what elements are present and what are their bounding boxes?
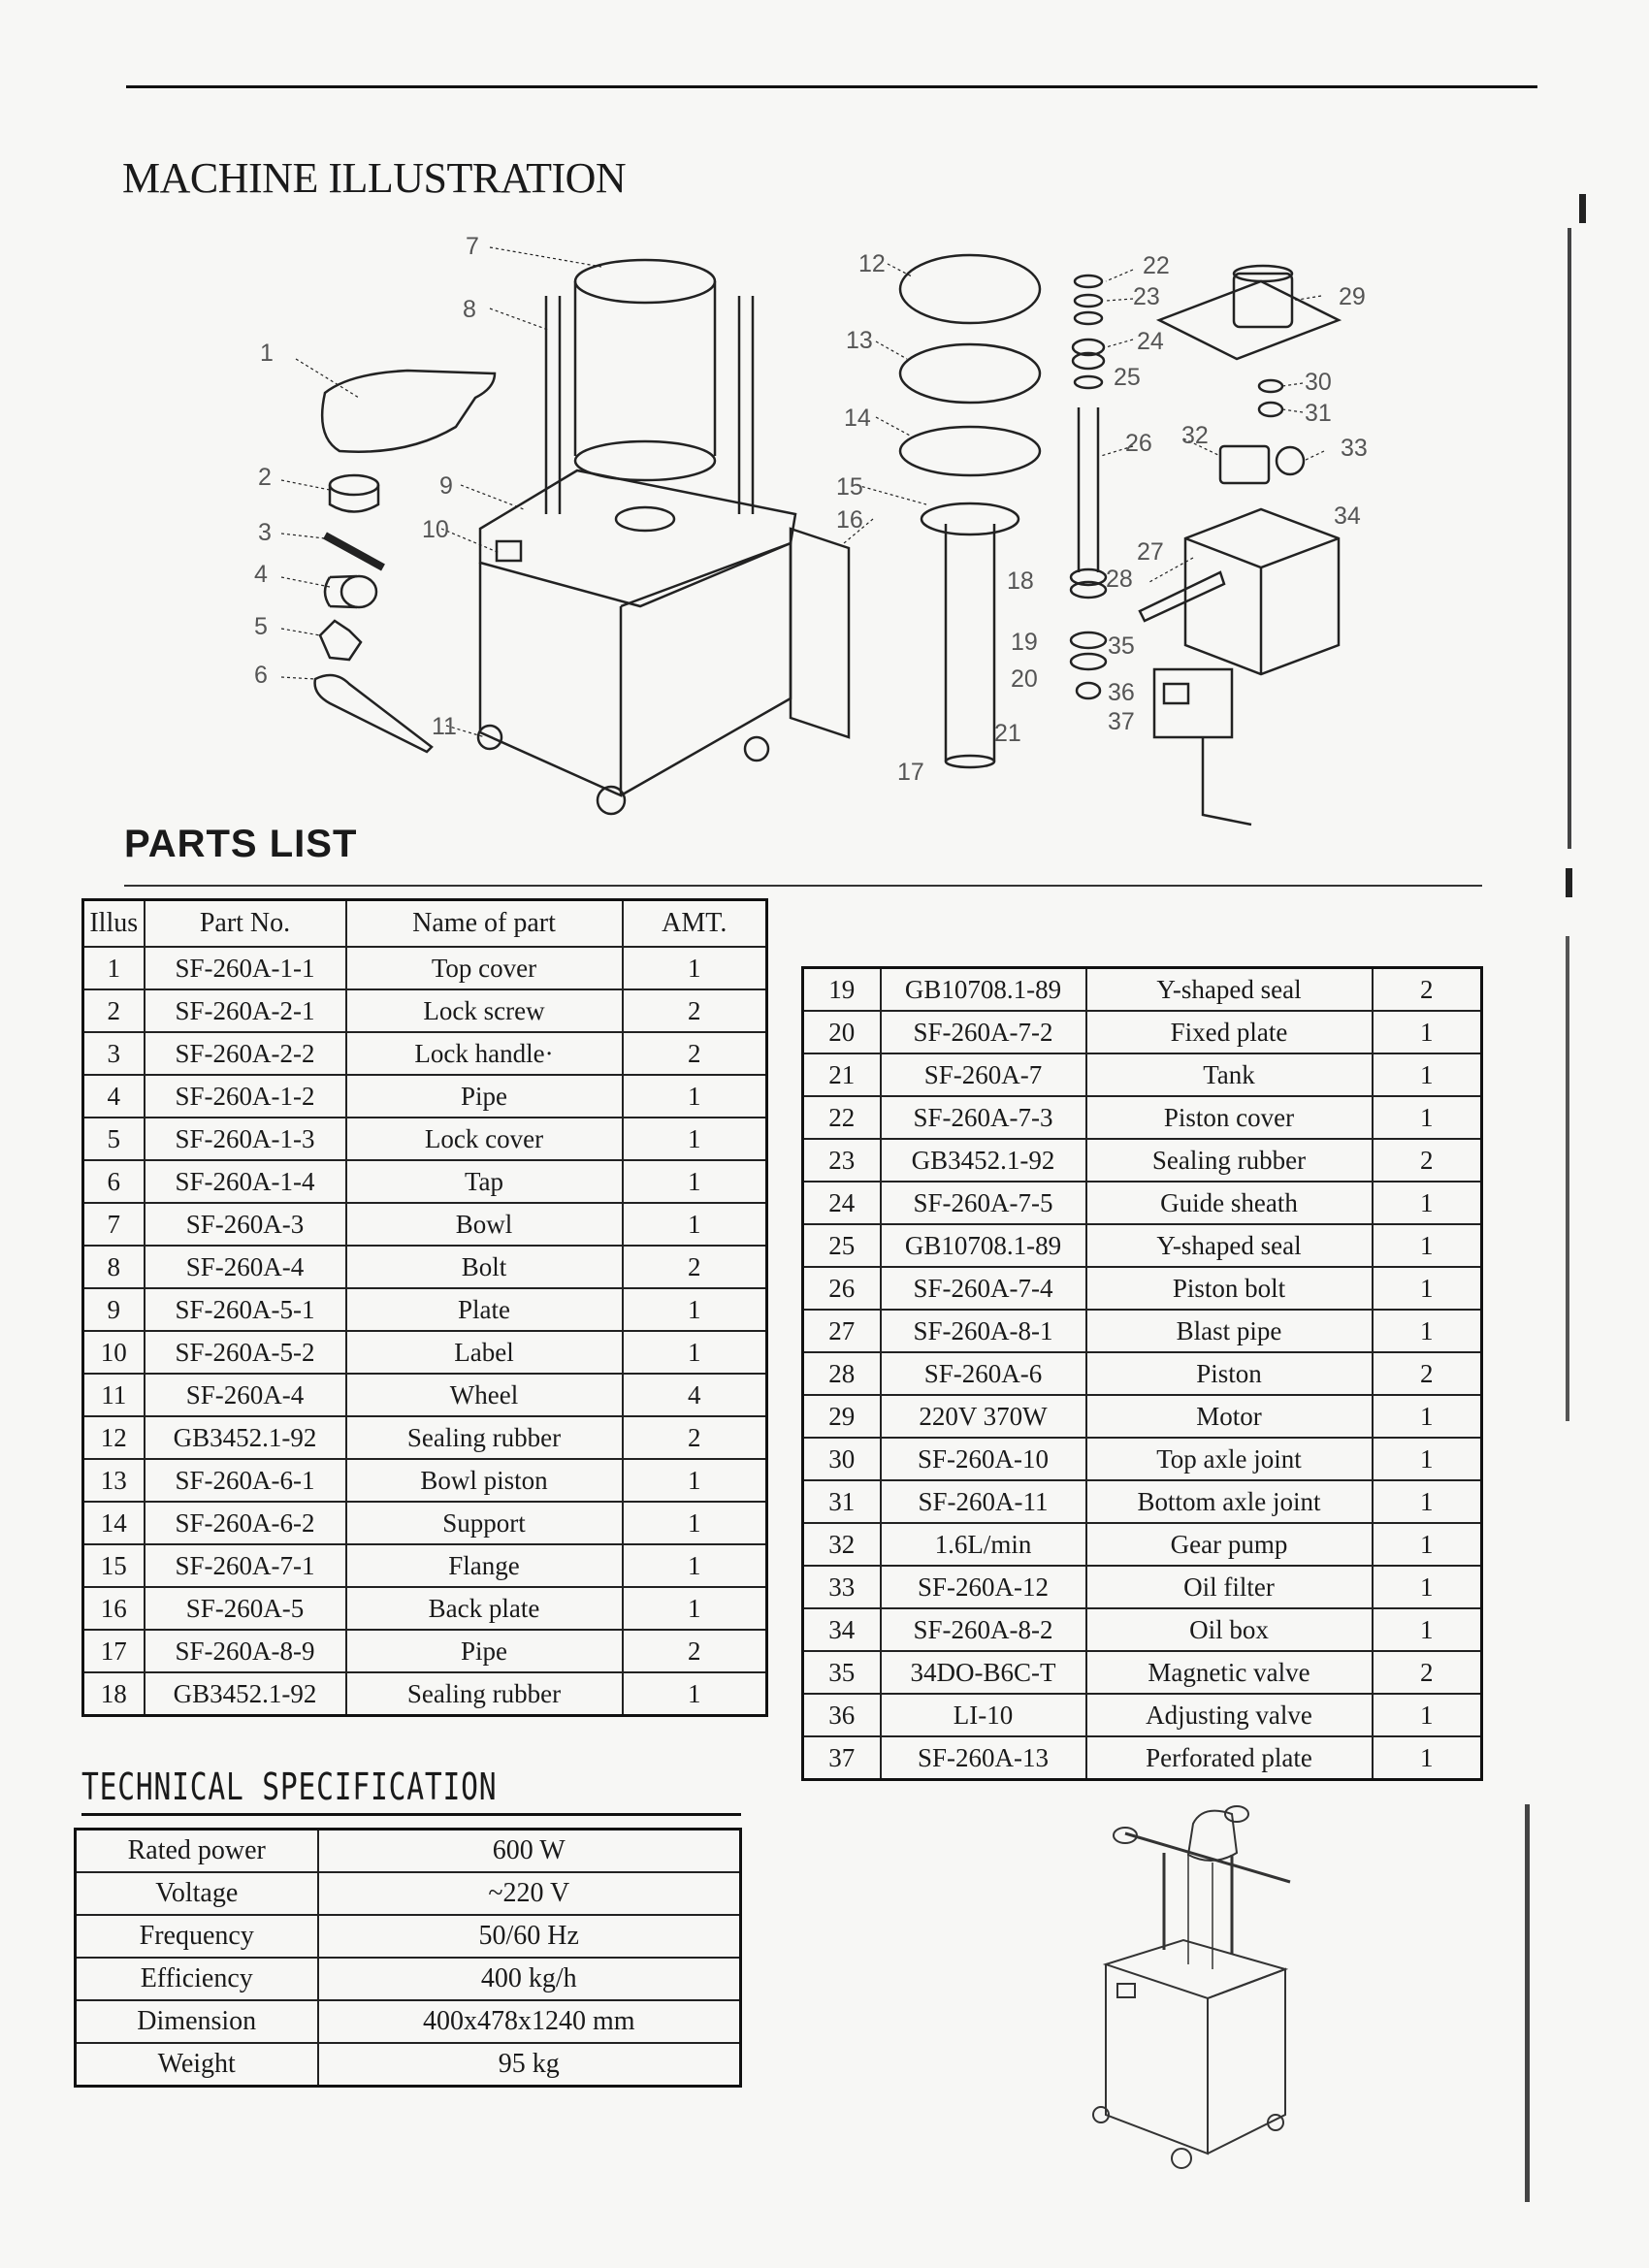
cell-name: Wheel xyxy=(346,1374,623,1416)
cell-amt: 2 xyxy=(1373,968,1482,1012)
scan-edge-mark xyxy=(1566,868,1572,897)
cell-illus: 7 xyxy=(83,1203,145,1246)
cell-name: Top cover xyxy=(346,947,623,989)
cell-name: Blast pipe xyxy=(1086,1310,1373,1352)
cell-name: Magnetic valve xyxy=(1086,1651,1373,1694)
cell-amt: 2 xyxy=(1373,1139,1482,1182)
spec-label: Frequency xyxy=(76,1915,318,1958)
cell-illus: 32 xyxy=(803,1523,881,1566)
cell-illus: 8 xyxy=(83,1246,145,1288)
callout-24: 24 xyxy=(1137,328,1164,355)
column-header-name: Name of part xyxy=(346,900,623,948)
cell-name: Lock screw xyxy=(346,989,623,1032)
callout-19: 19 xyxy=(1011,629,1038,656)
spec-label: Dimension xyxy=(76,2000,318,2043)
cell-name: Y-shaped seal xyxy=(1086,1224,1373,1267)
spec-value: 400 kg/h xyxy=(318,1958,741,2000)
cell-amt: 1 xyxy=(1373,1053,1482,1096)
cell-amt: 1 xyxy=(1373,1310,1482,1352)
cell-part-no: SF-260A-7-1 xyxy=(145,1544,346,1587)
cell-name: Top axle joint xyxy=(1086,1438,1373,1480)
cell-illus: 26 xyxy=(803,1267,881,1310)
cell-part-no: SF-260A-6-2 xyxy=(145,1502,346,1544)
spec-label: Voltage xyxy=(76,1872,318,1915)
callout-3: 3 xyxy=(258,519,272,546)
table-row xyxy=(803,1608,1482,1651)
cell-illus: 29 xyxy=(803,1395,881,1438)
cell-amt: 2 xyxy=(623,1246,767,1288)
cell-part-no: GB10708.1-89 xyxy=(881,968,1086,1012)
cell-part-no: SF-260A-8-1 xyxy=(881,1310,1086,1352)
cell-illus: 18 xyxy=(83,1672,145,1716)
table-row xyxy=(803,1011,1482,1053)
cell-name: Support xyxy=(346,1502,623,1544)
table-row xyxy=(803,1395,1482,1438)
cell-part-no: SF-260A-7-4 xyxy=(881,1267,1086,1310)
table-row xyxy=(83,1544,767,1587)
callout-21: 21 xyxy=(994,720,1021,747)
table-row xyxy=(803,1096,1482,1139)
table-row xyxy=(83,1416,767,1459)
callout-1: 1 xyxy=(260,340,274,367)
callout-30: 30 xyxy=(1305,369,1332,396)
cell-illus: 13 xyxy=(83,1459,145,1502)
cell-name: Motor xyxy=(1086,1395,1373,1438)
cell-name: Label xyxy=(346,1331,623,1374)
cell-part-no: SF-260A-1-3 xyxy=(145,1118,346,1160)
table-row xyxy=(83,947,767,989)
callout-25: 25 xyxy=(1114,364,1141,391)
cell-illus: 4 xyxy=(83,1075,145,1118)
cell-part-no: SF-260A-7-2 xyxy=(881,1011,1086,1053)
spec-value: 50/60 Hz xyxy=(318,1915,741,1958)
cell-part-no: 1.6L/min xyxy=(881,1523,1086,1566)
table-row xyxy=(83,1160,767,1203)
table-row xyxy=(803,1267,1482,1310)
cell-amt: 1 xyxy=(623,1288,767,1331)
cell-name: Oil box xyxy=(1086,1608,1373,1651)
cell-illus: 20 xyxy=(803,1011,881,1053)
callout-26: 26 xyxy=(1125,430,1152,457)
callout-4: 4 xyxy=(254,561,268,588)
table-row xyxy=(83,1203,767,1246)
cell-illus: 31 xyxy=(803,1480,881,1523)
table-row xyxy=(803,1523,1482,1566)
cell-illus: 27 xyxy=(803,1310,881,1352)
cell-illus: 28 xyxy=(803,1352,881,1395)
table-row xyxy=(83,1032,767,1075)
cell-illus: 35 xyxy=(803,1651,881,1694)
cell-part-no: SF-260A-7-5 xyxy=(881,1182,1086,1224)
callout-31: 31 xyxy=(1305,400,1332,427)
table-row xyxy=(83,1288,767,1331)
parts-list-heading: PARTS LIST xyxy=(124,823,358,865)
cell-name: Bowl piston xyxy=(346,1459,623,1502)
cell-part-no: GB3452.1-92 xyxy=(145,1672,346,1716)
callout-23: 23 xyxy=(1133,283,1160,310)
callout-13: 13 xyxy=(846,327,873,354)
table-row xyxy=(803,1651,1482,1694)
cell-illus: 14 xyxy=(83,1502,145,1544)
table-row xyxy=(803,1736,1482,1780)
column-header-part-no: Part No. xyxy=(145,900,346,948)
cell-illus: 11 xyxy=(83,1374,145,1416)
table-row xyxy=(83,1672,767,1716)
cell-amt: 1 xyxy=(623,1118,767,1160)
cell-illus: 3 xyxy=(83,1032,145,1075)
cell-illus: 30 xyxy=(803,1438,881,1480)
spec-label: Rated power xyxy=(76,1830,318,1873)
callout-37: 37 xyxy=(1108,708,1135,735)
cell-amt: 1 xyxy=(623,1544,767,1587)
cell-amt: 1 xyxy=(623,1672,767,1716)
cell-illus: 5 xyxy=(83,1118,145,1160)
cell-name: Piston cover xyxy=(1086,1096,1373,1139)
cell-name: Sealing rubber xyxy=(346,1672,623,1716)
cell-illus: 25 xyxy=(803,1224,881,1267)
cell-name: Bowl xyxy=(346,1203,623,1246)
callout-27: 27 xyxy=(1137,538,1164,566)
spec-heading-rule xyxy=(81,1813,741,1816)
cell-illus: 24 xyxy=(803,1182,881,1224)
table-row xyxy=(803,1352,1482,1395)
cell-illus: 37 xyxy=(803,1736,881,1780)
cell-amt: 1 xyxy=(623,1459,767,1502)
cell-part-no: SF-260A-6-1 xyxy=(145,1459,346,1502)
cell-part-no: GB10708.1-89 xyxy=(881,1224,1086,1267)
cell-part-no: 220V 370W xyxy=(881,1395,1086,1438)
parts-list-rule xyxy=(124,885,1482,887)
cell-amt: 1 xyxy=(1373,1480,1482,1523)
cell-amt: 1 xyxy=(1373,1182,1482,1224)
callout-18: 18 xyxy=(1007,567,1034,595)
cell-name: Back plate xyxy=(346,1587,623,1630)
spec-value: 400x478x1240 mm xyxy=(318,2000,741,2043)
cell-illus: 17 xyxy=(83,1630,145,1672)
cell-illus: 22 xyxy=(803,1096,881,1139)
spec-label: Weight xyxy=(76,2043,318,2087)
callout-7: 7 xyxy=(466,233,479,260)
cell-name: Bottom axle joint xyxy=(1086,1480,1373,1523)
callout-36: 36 xyxy=(1108,679,1135,706)
cell-part-no: SF-260A-6 xyxy=(881,1352,1086,1395)
callout-11: 11 xyxy=(432,713,457,740)
spec-value: 95 kg xyxy=(318,2043,741,2087)
cell-amt: 1 xyxy=(1373,1523,1482,1566)
cell-part-no: SF-260A-4 xyxy=(145,1374,346,1416)
cell-name: Bolt xyxy=(346,1246,623,1288)
cell-part-no: SF-260A-2-2 xyxy=(145,1032,346,1075)
table-row xyxy=(83,1587,767,1630)
table-row xyxy=(803,1182,1482,1224)
cell-part-no: SF-260A-7-3 xyxy=(881,1096,1086,1139)
table-row xyxy=(83,1502,767,1544)
cell-part-no: SF-260A-5 xyxy=(145,1587,346,1630)
cell-amt: 1 xyxy=(623,1160,767,1203)
callout-10: 10 xyxy=(422,516,449,543)
cell-part-no: SF-260A-1-2 xyxy=(145,1075,346,1118)
cell-name: Y-shaped seal xyxy=(1086,968,1373,1012)
spec-row xyxy=(76,1872,741,1915)
cell-name: Lock handle· xyxy=(346,1032,623,1075)
table-row xyxy=(803,1566,1482,1608)
cell-part-no: SF-260A-8-9 xyxy=(145,1630,346,1672)
cell-name: Fixed plate xyxy=(1086,1011,1373,1053)
cell-amt: 1 xyxy=(1373,1395,1482,1438)
table-row xyxy=(83,1118,767,1160)
cell-amt: 1 xyxy=(1373,1566,1482,1608)
cell-name: Tap xyxy=(346,1160,623,1203)
cell-part-no: SF-260A-10 xyxy=(881,1438,1086,1480)
cell-part-no: SF-260A-8-2 xyxy=(881,1608,1086,1651)
callout-17: 17 xyxy=(897,759,924,786)
cell-name: Piston xyxy=(1086,1352,1373,1395)
cell-amt: 2 xyxy=(1373,1651,1482,1694)
cell-illus: 1 xyxy=(83,947,145,989)
cell-amt: 2 xyxy=(1373,1352,1482,1395)
cell-part-no: SF-260A-3 xyxy=(145,1203,346,1246)
cell-illus: 34 xyxy=(803,1608,881,1651)
callout-2: 2 xyxy=(258,464,272,491)
cell-part-no: SF-260A-11 xyxy=(881,1480,1086,1523)
table-row xyxy=(83,1246,767,1288)
cell-illus: 19 xyxy=(803,968,881,1012)
callout-33: 33 xyxy=(1341,435,1368,462)
spec-row xyxy=(76,1915,741,1958)
table-row xyxy=(83,1075,767,1118)
cell-illus: 33 xyxy=(803,1566,881,1608)
cell-name: Lock cover xyxy=(346,1118,623,1160)
cell-amt: 2 xyxy=(623,1032,767,1075)
cell-amt: 2 xyxy=(623,1630,767,1672)
cell-amt: 1 xyxy=(1373,1011,1482,1053)
cell-amt: 1 xyxy=(623,1075,767,1118)
cell-name: Sealing rubber xyxy=(346,1416,623,1459)
spec-value: ~220 V xyxy=(318,1872,741,1915)
callout-34: 34 xyxy=(1334,502,1361,530)
cell-illus: 15 xyxy=(83,1544,145,1587)
cell-name: Perforated plate xyxy=(1086,1736,1373,1780)
callout-8: 8 xyxy=(463,296,476,323)
callout-6: 6 xyxy=(254,662,268,689)
technical-specification-table xyxy=(74,1828,742,2088)
cell-amt: 1 xyxy=(623,1502,767,1544)
cell-part-no: SF-260A-7 xyxy=(881,1053,1086,1096)
table-header-row xyxy=(83,900,767,948)
cell-part-no: SF-260A-2-1 xyxy=(145,989,346,1032)
callout-32: 32 xyxy=(1181,422,1209,449)
cell-name: Pipe xyxy=(346,1075,623,1118)
column-header-amt: AMT. xyxy=(623,900,767,948)
cell-amt: 1 xyxy=(623,947,767,989)
cell-amt: 4 xyxy=(623,1374,767,1416)
cell-name: Tank xyxy=(1086,1053,1373,1096)
cell-illus: 36 xyxy=(803,1694,881,1736)
callout-5: 5 xyxy=(254,613,268,640)
table-row xyxy=(803,968,1482,1012)
callout-29: 29 xyxy=(1339,283,1366,310)
cell-amt: 1 xyxy=(1373,1096,1482,1139)
callout-20: 20 xyxy=(1011,665,1038,693)
cell-part-no: SF-260A-12 xyxy=(881,1566,1086,1608)
cell-amt: 2 xyxy=(623,1416,767,1459)
cell-name: Gear pump xyxy=(1086,1523,1373,1566)
cell-amt: 1 xyxy=(1373,1267,1482,1310)
column-header-illus: Illus xyxy=(83,900,145,948)
table-row xyxy=(803,1053,1482,1096)
cell-part-no: SF-260A-5-1 xyxy=(145,1288,346,1331)
spec-row xyxy=(76,1958,741,2000)
cell-part-no: GB3452.1-92 xyxy=(145,1416,346,1459)
parts-table-left xyxy=(81,898,768,1717)
cell-illus: 23 xyxy=(803,1139,881,1182)
cell-amt: 1 xyxy=(1373,1608,1482,1651)
cell-illus: 2 xyxy=(83,989,145,1032)
cell-illus: 12 xyxy=(83,1416,145,1459)
table-row xyxy=(83,1459,767,1502)
cell-amt: 1 xyxy=(1373,1224,1482,1267)
cell-name: Plate xyxy=(346,1288,623,1331)
spec-label: Efficiency xyxy=(76,1958,318,2000)
parts-table-right xyxy=(801,966,1483,1781)
callout-12: 12 xyxy=(858,250,886,277)
cell-part-no: SF-260A-1-4 xyxy=(145,1160,346,1203)
cell-name: Flange xyxy=(346,1544,623,1587)
technical-specification-heading: TECHNICAL SPECIFICATION xyxy=(81,1766,498,1808)
table-row xyxy=(803,1310,1482,1352)
cell-part-no: SF-260A-4 xyxy=(145,1246,346,1288)
cell-amt: 1 xyxy=(1373,1694,1482,1736)
scan-edge-mark xyxy=(1566,936,1569,1421)
cell-illus: 16 xyxy=(83,1587,145,1630)
callout-labels xyxy=(0,0,1649,854)
table-row xyxy=(803,1480,1482,1523)
cell-illus: 6 xyxy=(83,1160,145,1203)
cell-amt: 1 xyxy=(1373,1736,1482,1780)
spec-row xyxy=(76,1830,741,1873)
table-row xyxy=(803,1694,1482,1736)
table-row xyxy=(803,1438,1482,1480)
table-row xyxy=(803,1224,1482,1267)
cell-name: Adjusting valve xyxy=(1086,1694,1373,1736)
cell-amt: 1 xyxy=(623,1203,767,1246)
cell-illus: 9 xyxy=(83,1288,145,1331)
cell-name: Oil filter xyxy=(1086,1566,1373,1608)
spec-row xyxy=(76,2000,741,2043)
table-row xyxy=(83,1331,767,1374)
callout-9: 9 xyxy=(439,472,453,500)
cell-part-no: SF-260A-5-2 xyxy=(145,1331,346,1374)
cell-illus: 21 xyxy=(803,1053,881,1096)
callout-22: 22 xyxy=(1143,252,1170,279)
callout-14: 14 xyxy=(844,405,871,432)
cell-name: Piston bolt xyxy=(1086,1267,1373,1310)
table-row xyxy=(83,989,767,1032)
callout-15: 15 xyxy=(836,473,863,501)
cell-amt: 1 xyxy=(623,1331,767,1374)
cell-illus: 10 xyxy=(83,1331,145,1374)
spec-row xyxy=(76,2043,741,2087)
table-row xyxy=(803,1139,1482,1182)
cell-part-no: SF-260A-13 xyxy=(881,1736,1086,1780)
cell-part-no: LI-10 xyxy=(881,1694,1086,1736)
cell-name: Sealing rubber xyxy=(1086,1139,1373,1182)
spec-value: 600 W xyxy=(318,1830,741,1873)
table-row xyxy=(83,1630,767,1672)
table-row xyxy=(83,1374,767,1416)
scan-edge-mark xyxy=(1525,1804,1530,2202)
cell-name: Pipe xyxy=(346,1630,623,1672)
cell-part-no: 34DO-B6C-T xyxy=(881,1651,1086,1694)
cell-part-no: GB3452.1-92 xyxy=(881,1139,1086,1182)
callout-16: 16 xyxy=(836,506,863,534)
cell-amt: 1 xyxy=(1373,1438,1482,1480)
callout-28: 28 xyxy=(1106,566,1133,593)
cell-name: Guide sheath xyxy=(1086,1182,1373,1224)
machine-illustration-heading: MACHINE ILLUSTRATION xyxy=(122,154,627,202)
assembled-machine-illustration xyxy=(1067,1795,1319,2192)
callout-35: 35 xyxy=(1108,632,1135,660)
cell-amt: 1 xyxy=(623,1587,767,1630)
cell-part-no: SF-260A-1-1 xyxy=(145,947,346,989)
cell-amt: 2 xyxy=(623,989,767,1032)
